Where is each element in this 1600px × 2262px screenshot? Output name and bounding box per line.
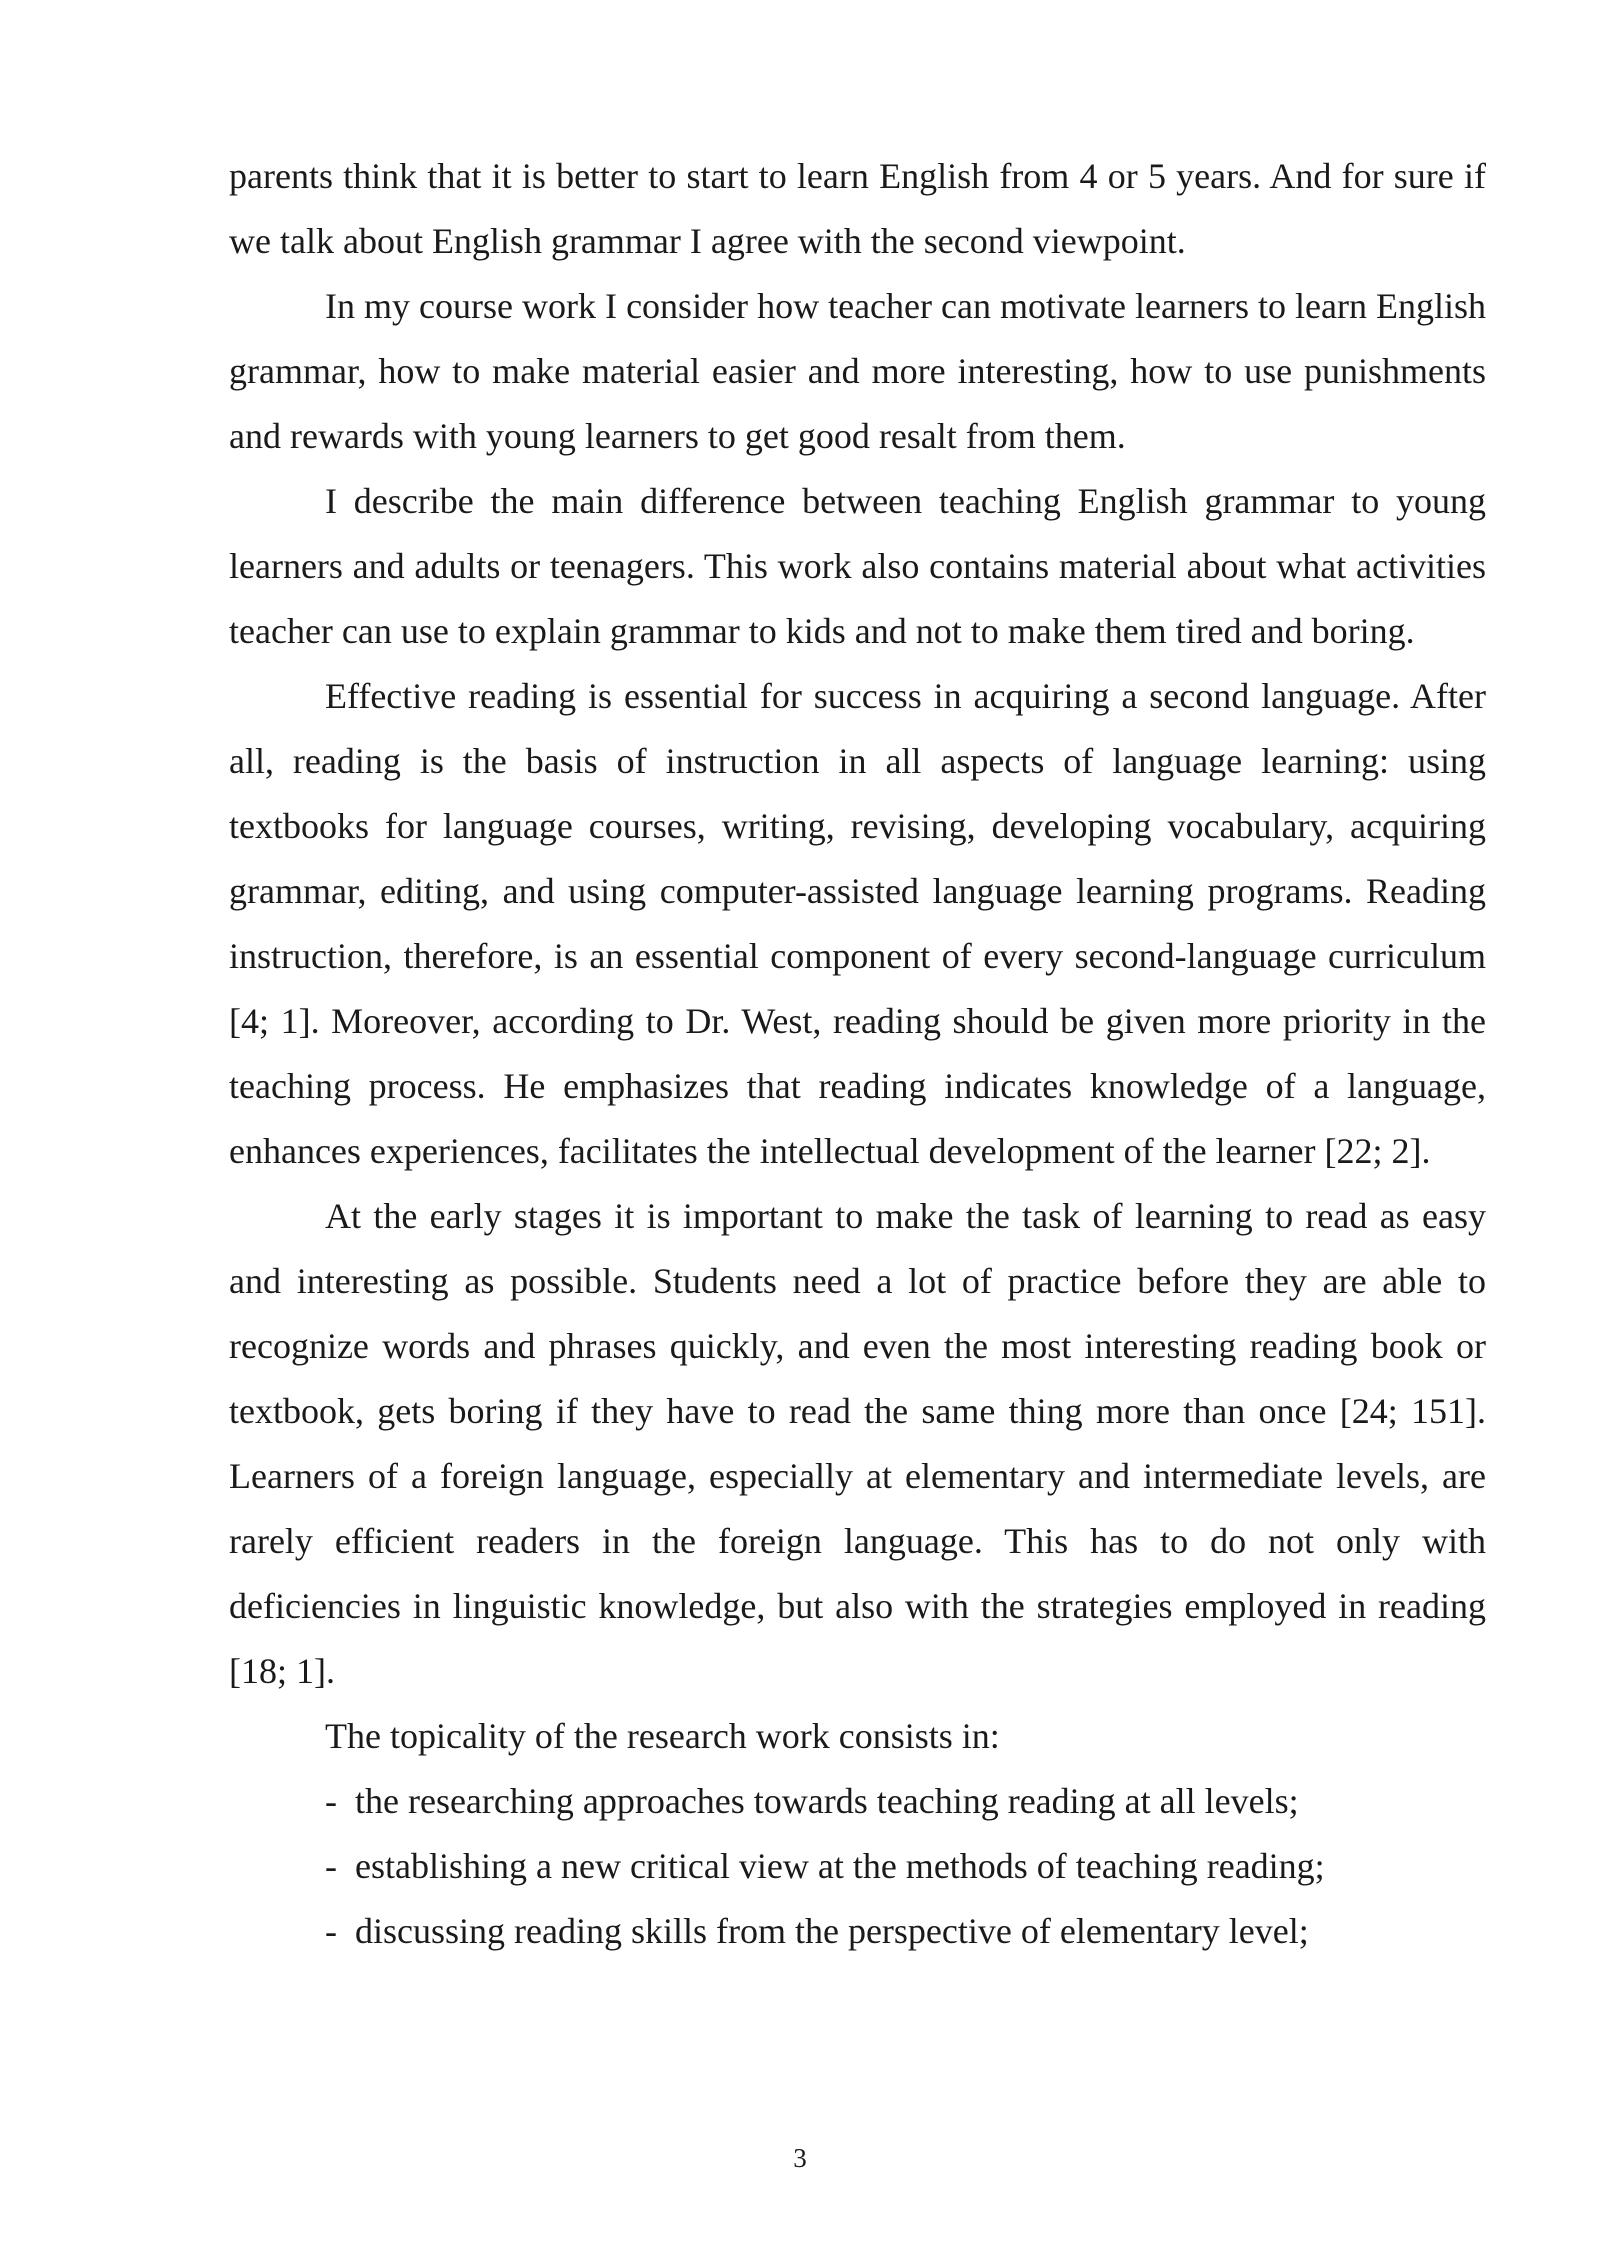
list-item-text: discussing reading skills from the perspective of elementary level; bbox=[355, 1911, 1309, 1951]
page-body bbox=[229, 144, 1486, 1964]
list-marker: - bbox=[325, 1781, 337, 1821]
topicality-list bbox=[229, 1769, 1486, 1964]
list-item-text: establishing a new critical view at the methods of teaching reading; bbox=[355, 1846, 1325, 1886]
list-marker: - bbox=[325, 1911, 337, 1951]
topicality-intro: The topicality of the research work consists in: bbox=[325, 1716, 1000, 1756]
paragraph-early-stages: At the early stages it is important to make the task of learning to read as easy and interesting as possible. Students need a lot of practice before they are able to recognize words and phrases quickly, and even the most interesting reading book or textbook, gets boring if they have to read the same thing more than once [24; 151]. Learners of a foreign language, especially at elementary and intermediate levels, are rarely efficient readers in the foreign language. This has to do not only with deficiencies in linguistic knowledge, but also with the strategies employed in reading [18; 1]. bbox=[229, 1196, 1486, 1691]
paragraph-effective-reading: Effective reading is essential for success in acquiring a second language. After all, reading is the basis of instruction in all aspects of language learning: using textbooks for language courses, writing, revising, developing vocabulary, acquiring grammar, editing, and using computer-assisted language learning programs. Reading instruction, therefore, is an essential component of every second-language curriculum [4; 1]. Moreover, according to Dr. West, reading should be given more priority in the teaching process. He emphasizes that reading indicates knowledge of a language, enhances experiences, facilitates the intellectual development of the learner [22; 2]. bbox=[229, 676, 1486, 1171]
list-item-text: the researching approaches towards teaching reading at all levels; bbox=[355, 1781, 1299, 1821]
paragraph-main-difference: I describe the main difference between teaching English grammar to young learners and adults or teenagers. This work also contains material about what activities teacher can use to explain grammar to kids and not to make them tired and boring. bbox=[229, 481, 1486, 651]
page-number: 3 bbox=[793, 2143, 807, 2173]
paragraph-course-work: In my course work I consider how teacher can motivate learners to learn English grammar, how to make material easier and more interesting, how to use punishments and rewards with young learners to get good resalt from them. bbox=[229, 286, 1486, 456]
list-item bbox=[229, 1769, 1486, 1834]
list-item bbox=[229, 1834, 1486, 1899]
list-item bbox=[229, 1899, 1486, 1964]
paragraph-continued: parents think that it is better to start to learn English from 4 or 5 years. And for sure if we talk about English grammar I agree with the second viewpoint. bbox=[229, 156, 1486, 261]
list-marker: - bbox=[325, 1846, 337, 1886]
